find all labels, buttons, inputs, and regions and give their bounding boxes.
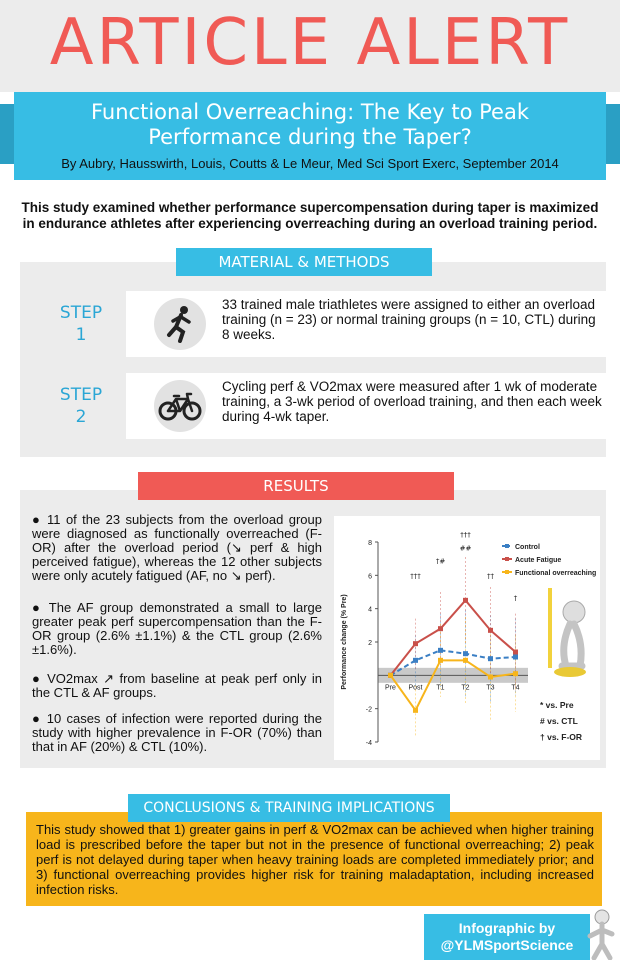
significance-marker: †††	[410, 572, 421, 581]
page-title: ARTICLE ALERT	[49, 6, 571, 80]
legend-marker	[505, 557, 509, 561]
significance-marker: ##	[459, 544, 472, 553]
data-point	[488, 675, 493, 680]
data-point	[438, 626, 443, 631]
data-point	[463, 651, 468, 656]
step-1-label	[36, 291, 126, 357]
series-line	[391, 600, 516, 675]
step-2-row	[36, 373, 606, 439]
results-heading: RESULTS	[138, 472, 454, 500]
y-tick-label: 8	[368, 540, 372, 547]
data-point	[488, 628, 493, 633]
step-2-text: Cycling perf & VO2max were measured after 1 wk of moderate training, a 3-wk period of overload training, and then each week during 4-wk taper.	[222, 379, 602, 424]
significance-marker: ††	[487, 572, 494, 581]
x-tick-label: T3	[486, 684, 495, 692]
step-number: 1	[75, 325, 87, 345]
stick-figure-icon	[584, 908, 618, 960]
step-number: 2	[75, 407, 87, 427]
result-bullet-2: ● The AF group demonstrated a small to large greater peak perf supercompensation than the F-OR group (2.6% ±1.1%) & the CTL group (2.6% ±1.6%).	[32, 600, 322, 657]
header-stripe-left	[0, 104, 14, 164]
x-tick-label: T1	[436, 684, 445, 692]
performance-chart	[334, 516, 600, 760]
x-tick-label: T2	[461, 684, 470, 692]
article-title	[20, 100, 600, 150]
header-stripe-right	[606, 104, 620, 164]
x-tick-label: Pre	[385, 684, 396, 692]
data-point	[488, 656, 493, 661]
methods-heading: MATERIAL & METHODS	[176, 248, 432, 276]
y-axis-label: Performance change (% Pre)	[341, 594, 348, 690]
x-tick-label: Post	[408, 684, 423, 692]
bicycle-icon	[154, 380, 206, 432]
conclusions-text: This study showed that 1) greater gains in perf & VO2max can be achieved when higher training load is prescribed before the taper but not in the presence of functional overreaching; 2) peak perf is not delayed during taper when heavy training loads are completed immediately prior; and 3) functional overreaching provides higher risk for training maladaptation, including increased infection risks.	[36, 822, 594, 897]
data-point	[513, 650, 518, 655]
credit-line-1: Infographic by	[458, 920, 556, 936]
intro-text: This study examined whether performance supercompensation during taper is maximized in endurance athletes after experiencing overreaching during an overload training period.	[21, 200, 599, 231]
data-point	[463, 658, 468, 663]
legend-marker	[505, 544, 509, 548]
y-tick-label: -4	[365, 740, 372, 747]
data-point	[413, 658, 418, 663]
data-point	[463, 598, 468, 603]
step-1-text: 33 trained male triathletes were assigned to either an overload training (n = 23) or normal training groups (n = 10, CTL) during 8 weeks.	[222, 297, 596, 342]
runner-icon	[154, 298, 206, 350]
article-authors: By Aubry, Hausswirth, Louis, Coutts & Le Meur, Med Sci Sport Exerc, September 2014	[61, 156, 559, 171]
legend-label: Functional overreaching	[515, 570, 597, 577]
credit-handle: @YLMSportScience	[440, 937, 574, 953]
data-point	[438, 648, 443, 653]
significance-key: † vs. F-OR	[540, 732, 583, 742]
step-2-label	[36, 373, 126, 439]
y-tick-label: 6	[368, 573, 372, 581]
chart-svg	[334, 516, 600, 760]
data-point	[438, 658, 443, 663]
y-tick-label: 4	[368, 606, 372, 614]
step-word: STEP	[59, 385, 103, 405]
significance-key: # vs. CTL	[540, 716, 578, 726]
result-bullet-4: ● 10 cases of infection were reported during the study with higher prevalence in F-OR (70%) than that in AF (20%) & CTL (10%).	[32, 711, 322, 754]
legend-label: Control	[515, 544, 540, 551]
data-point	[513, 655, 518, 660]
data-point	[513, 671, 518, 676]
significance-key: * vs. Pre	[540, 700, 574, 710]
article-title-line-2: Performance during the Taper?	[148, 125, 472, 149]
result-bullet-1: ● 11 of the 23 subjects from the overload group were diagnosed as functionally overreached (F-OR) after the overload period (↘ perf & high perceived fatigue), whereas the 12 other subjects were only acutely fatigued (AF, no ↘ perf).	[32, 512, 322, 583]
data-point	[388, 673, 393, 678]
legend-label: Acute Fatigue	[515, 557, 562, 564]
article-title-line-1: Functional Overreaching: The Key to Peak	[91, 100, 529, 124]
data-point	[413, 708, 418, 713]
y-tick-label: -2	[365, 706, 372, 714]
significance-marker: †††	[460, 531, 471, 539]
significance-marker: †	[513, 594, 518, 603]
step-1-row	[36, 291, 606, 357]
step-word: STEP	[59, 303, 103, 323]
x-tick-label: T4	[511, 684, 520, 692]
thinker-figure-icon	[548, 588, 586, 677]
credit-box	[424, 914, 590, 960]
significance-marker: †#	[435, 557, 446, 566]
legend-marker	[505, 570, 509, 574]
conclusions-heading: CONCLUSIONS & TRAINING IMPLICATIONS	[128, 794, 450, 822]
result-bullet-3: ● VO2max ↗ from baseline at peak perf only in the CTL & AF groups.	[32, 671, 322, 700]
data-point	[413, 641, 418, 646]
y-tick-label: 2	[368, 640, 372, 647]
